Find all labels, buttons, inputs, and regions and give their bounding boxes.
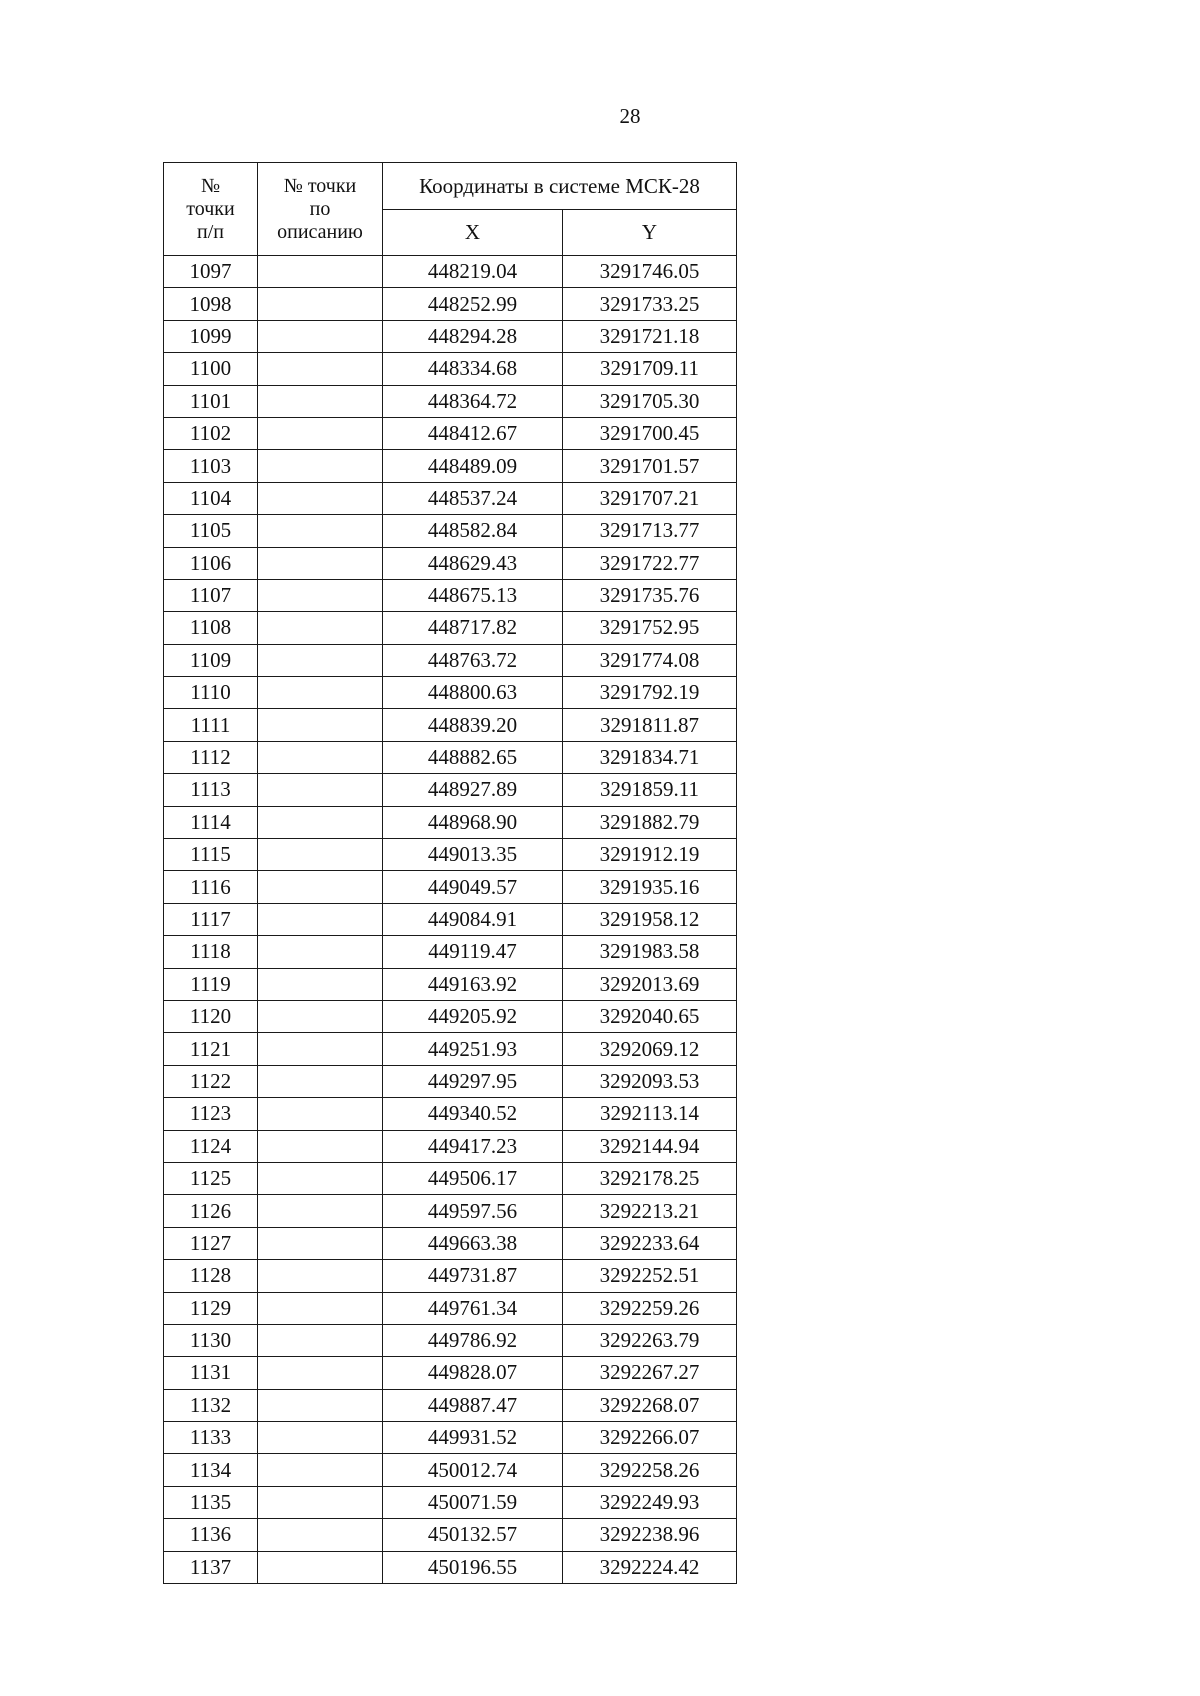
cell-point-number: 1121	[164, 1033, 258, 1065]
table-row	[164, 256, 737, 288]
cell-point-number: 1107	[164, 579, 258, 611]
cell-x: 449340.52	[383, 1098, 563, 1130]
table-row	[164, 1389, 737, 1421]
table-row	[164, 547, 737, 579]
cell-y: 3292093.53	[563, 1065, 737, 1097]
table-row	[164, 1000, 737, 1032]
cell-point-number: 1111	[164, 709, 258, 741]
cell-point-number: 1097	[164, 256, 258, 288]
cell-y: 3291713.77	[563, 515, 737, 547]
table-row	[164, 288, 737, 320]
cell-y: 3292268.07	[563, 1389, 737, 1421]
table-row	[164, 482, 737, 514]
table-row	[164, 741, 737, 773]
cell-point-number: 1110	[164, 677, 258, 709]
cell-y: 3291834.71	[563, 741, 737, 773]
cell-y: 3291935.16	[563, 871, 737, 903]
cell-description-number	[258, 1486, 383, 1518]
table-row	[164, 1357, 737, 1389]
cell-x: 449084.91	[383, 903, 563, 935]
cell-x: 449163.92	[383, 968, 563, 1000]
cell-y: 3291709.11	[563, 353, 737, 385]
cell-y: 3292258.26	[563, 1454, 737, 1486]
table-row	[164, 1162, 737, 1194]
cell-y: 3291859.11	[563, 774, 737, 806]
table-row	[164, 968, 737, 1000]
cell-point-number: 1134	[164, 1454, 258, 1486]
cell-point-number: 1131	[164, 1357, 258, 1389]
cell-x: 448927.89	[383, 774, 563, 806]
cell-x: 448219.04	[383, 256, 563, 288]
header-description-line: № точки	[283, 174, 357, 197]
cell-x: 450071.59	[383, 1486, 563, 1518]
cell-x: 448582.84	[383, 515, 563, 547]
cell-point-number: 1127	[164, 1227, 258, 1259]
cell-y: 3292113.14	[563, 1098, 737, 1130]
cell-x: 448882.65	[383, 741, 563, 773]
table-row	[164, 579, 737, 611]
cell-description-number	[258, 968, 383, 1000]
cell-description-number	[258, 288, 383, 320]
cell-x: 450012.74	[383, 1454, 563, 1486]
table-row	[164, 1454, 737, 1486]
cell-y: 3292069.12	[563, 1033, 737, 1065]
cell-point-number: 1125	[164, 1162, 258, 1194]
cell-point-number: 1101	[164, 385, 258, 417]
cell-y: 3292213.21	[563, 1195, 737, 1227]
cell-y: 3292178.25	[563, 1162, 737, 1194]
cell-x: 448839.20	[383, 709, 563, 741]
cell-x: 449786.92	[383, 1324, 563, 1356]
cell-point-number: 1123	[164, 1098, 258, 1130]
table-row	[164, 1065, 737, 1097]
cell-y: 3291882.79	[563, 806, 737, 838]
cell-y: 3292233.64	[563, 1227, 737, 1259]
cell-x: 448537.24	[383, 482, 563, 514]
cell-y: 3292013.69	[563, 968, 737, 1000]
table-row	[164, 871, 737, 903]
cell-point-number: 1135	[164, 1486, 258, 1518]
cell-description-number	[258, 709, 383, 741]
table-row	[164, 1033, 737, 1065]
cell-description-number	[258, 547, 383, 579]
cell-y: 3291700.45	[563, 417, 737, 449]
table-row	[164, 1422, 737, 1454]
table-row	[164, 1519, 737, 1551]
cell-point-number: 1118	[164, 936, 258, 968]
header-x: X	[383, 210, 563, 256]
cell-description-number	[258, 677, 383, 709]
cell-description-number	[258, 1260, 383, 1292]
cell-description-number	[258, 1389, 383, 1421]
cell-point-number: 1116	[164, 871, 258, 903]
cell-description-number	[258, 1227, 383, 1259]
coordinates-table	[163, 162, 737, 1584]
cell-description-number	[258, 385, 383, 417]
cell-point-number: 1132	[164, 1389, 258, 1421]
cell-x: 449049.57	[383, 871, 563, 903]
cell-description-number	[258, 256, 383, 288]
table-row	[164, 936, 737, 968]
table-row	[164, 1195, 737, 1227]
cell-y: 3291912.19	[563, 839, 737, 871]
cell-description-number	[258, 612, 383, 644]
cell-y: 3291707.21	[563, 482, 737, 514]
cell-x: 449297.95	[383, 1065, 563, 1097]
table-row	[164, 1227, 737, 1259]
cell-x: 448763.72	[383, 644, 563, 676]
table-row	[164, 839, 737, 871]
cell-y: 3291811.87	[563, 709, 737, 741]
cell-point-number: 1128	[164, 1260, 258, 1292]
table-row	[164, 1551, 737, 1583]
cell-description-number	[258, 1195, 383, 1227]
cell-y: 3291721.18	[563, 320, 737, 352]
cell-description-number	[258, 353, 383, 385]
cell-description-number	[258, 1519, 383, 1551]
cell-x: 449731.87	[383, 1260, 563, 1292]
cell-point-number: 1129	[164, 1292, 258, 1324]
table-row	[164, 1098, 737, 1130]
cell-description-number	[258, 871, 383, 903]
cell-x: 448675.13	[383, 579, 563, 611]
table-body	[164, 256, 737, 1584]
table-row	[164, 1292, 737, 1324]
cell-x: 449506.17	[383, 1162, 563, 1194]
cell-y: 3292144.94	[563, 1130, 737, 1162]
cell-point-number: 1103	[164, 450, 258, 482]
cell-description-number	[258, 936, 383, 968]
cell-x: 449663.38	[383, 1227, 563, 1259]
cell-point-number: 1102	[164, 417, 258, 449]
cell-point-number: 1114	[164, 806, 258, 838]
cell-point-number: 1136	[164, 1519, 258, 1551]
header-description-line: по	[309, 197, 331, 220]
table-row	[164, 1260, 737, 1292]
header-y: Y	[563, 210, 737, 256]
table-row	[164, 320, 737, 352]
cell-point-number: 1126	[164, 1195, 258, 1227]
cell-description-number	[258, 482, 383, 514]
cell-x: 448968.90	[383, 806, 563, 838]
table-row	[164, 903, 737, 935]
cell-point-number: 1133	[164, 1422, 258, 1454]
cell-description-number	[258, 515, 383, 547]
cell-point-number: 1108	[164, 612, 258, 644]
cell-description-number	[258, 839, 383, 871]
table-row	[164, 353, 737, 385]
table-row	[164, 612, 737, 644]
cell-point-number: 1112	[164, 741, 258, 773]
cell-point-number: 1117	[164, 903, 258, 935]
header-point-number-line: №	[200, 174, 221, 197]
cell-description-number	[258, 1033, 383, 1065]
cell-description-number	[258, 1551, 383, 1583]
cell-x: 448252.99	[383, 288, 563, 320]
cell-x: 450132.57	[383, 1519, 563, 1551]
cell-description-number	[258, 806, 383, 838]
cell-description-number	[258, 741, 383, 773]
cell-x: 449597.56	[383, 1195, 563, 1227]
cell-x: 448629.43	[383, 547, 563, 579]
header-point-number-line: точки	[186, 197, 235, 220]
cell-point-number: 1104	[164, 482, 258, 514]
cell-description-number	[258, 1000, 383, 1032]
cell-description-number	[258, 1324, 383, 1356]
table-row	[164, 1130, 737, 1162]
cell-y: 3291774.08	[563, 644, 737, 676]
cell-x: 449828.07	[383, 1357, 563, 1389]
cell-description-number	[258, 1162, 383, 1194]
cell-point-number: 1122	[164, 1065, 258, 1097]
cell-description-number	[258, 1098, 383, 1130]
cell-y: 3291746.05	[563, 256, 737, 288]
cell-y: 3292259.26	[563, 1292, 737, 1324]
table-row	[164, 774, 737, 806]
cell-x: 449205.92	[383, 1000, 563, 1032]
cell-x: 449761.34	[383, 1292, 563, 1324]
page-number: 28	[619, 104, 641, 128]
cell-point-number: 1105	[164, 515, 258, 547]
cell-y: 3292224.42	[563, 1551, 737, 1583]
cell-y: 3292249.93	[563, 1486, 737, 1518]
cell-point-number: 1098	[164, 288, 258, 320]
cell-description-number	[258, 1130, 383, 1162]
cell-point-number: 1115	[164, 839, 258, 871]
cell-point-number: 1119	[164, 968, 258, 1000]
table-row	[164, 709, 737, 741]
cell-x: 449417.23	[383, 1130, 563, 1162]
cell-y: 3291735.76	[563, 579, 737, 611]
table-header	[164, 163, 737, 256]
cell-description-number	[258, 1065, 383, 1097]
cell-point-number: 1099	[164, 320, 258, 352]
cell-x: 448364.72	[383, 385, 563, 417]
cell-point-number: 1109	[164, 644, 258, 676]
cell-y: 3291958.12	[563, 903, 737, 935]
cell-description-number	[258, 1454, 383, 1486]
cell-y: 3291752.95	[563, 612, 737, 644]
cell-point-number: 1124	[164, 1130, 258, 1162]
cell-description-number	[258, 1422, 383, 1454]
cell-x: 449887.47	[383, 1389, 563, 1421]
cell-y: 3291792.19	[563, 677, 737, 709]
cell-x: 448412.67	[383, 417, 563, 449]
cell-description-number	[258, 644, 383, 676]
cell-y: 3292252.51	[563, 1260, 737, 1292]
table-row	[164, 644, 737, 676]
cell-description-number	[258, 579, 383, 611]
table-row	[164, 417, 737, 449]
table-row	[164, 1486, 737, 1518]
cell-y: 3291983.58	[563, 936, 737, 968]
cell-x: 449013.35	[383, 839, 563, 871]
cell-description-number	[258, 903, 383, 935]
cell-x: 448489.09	[383, 450, 563, 482]
cell-description-number	[258, 417, 383, 449]
cell-y: 3291722.77	[563, 547, 737, 579]
cell-point-number: 1100	[164, 353, 258, 385]
cell-y: 3292263.79	[563, 1324, 737, 1356]
cell-x: 449119.47	[383, 936, 563, 968]
cell-point-number: 1130	[164, 1324, 258, 1356]
cell-x: 448800.63	[383, 677, 563, 709]
cell-point-number: 1106	[164, 547, 258, 579]
header-point-number-line: п/п	[197, 220, 224, 243]
cell-y: 3291705.30	[563, 385, 737, 417]
table-row	[164, 806, 737, 838]
cell-description-number	[258, 774, 383, 806]
cell-y: 3292267.27	[563, 1357, 737, 1389]
header-description-number	[258, 163, 383, 256]
cell-description-number	[258, 1357, 383, 1389]
header-point-number	[164, 163, 258, 256]
cell-x: 448334.68	[383, 353, 563, 385]
cell-x: 450196.55	[383, 1551, 563, 1583]
cell-y: 3292266.07	[563, 1422, 737, 1454]
table-row	[164, 677, 737, 709]
cell-y: 3291701.57	[563, 450, 737, 482]
cell-point-number: 1113	[164, 774, 258, 806]
cell-point-number: 1137	[164, 1551, 258, 1583]
cell-y: 3291733.25	[563, 288, 737, 320]
cell-description-number	[258, 320, 383, 352]
cell-x: 449251.93	[383, 1033, 563, 1065]
cell-x: 448717.82	[383, 612, 563, 644]
cell-description-number	[258, 1292, 383, 1324]
cell-y: 3292238.96	[563, 1519, 737, 1551]
header-description-line: описанию	[277, 220, 363, 243]
header-coordinates-group: Координаты в системе МСК-28	[383, 163, 737, 210]
table-row	[164, 385, 737, 417]
table-row	[164, 515, 737, 547]
cell-description-number	[258, 450, 383, 482]
cell-x: 449931.52	[383, 1422, 563, 1454]
cell-point-number: 1120	[164, 1000, 258, 1032]
table-row	[164, 450, 737, 482]
table-row	[164, 1324, 737, 1356]
cell-y: 3292040.65	[563, 1000, 737, 1032]
cell-x: 448294.28	[383, 320, 563, 352]
